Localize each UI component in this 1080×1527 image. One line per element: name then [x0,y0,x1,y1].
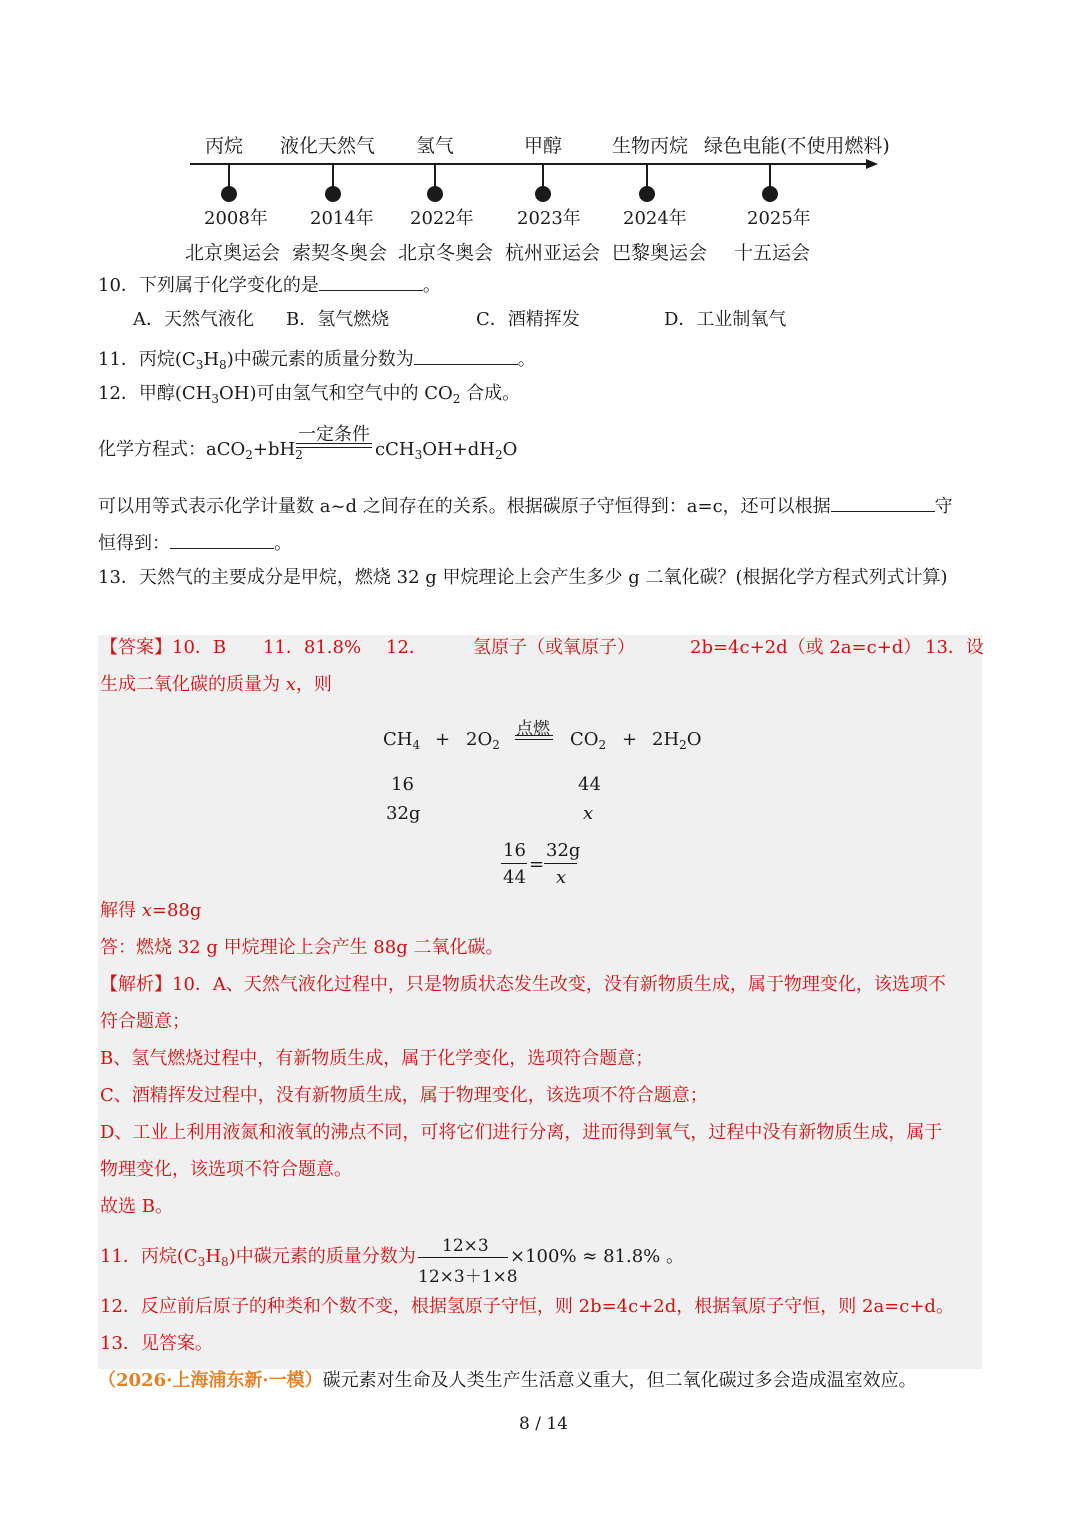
analysis-text: H [205,1246,222,1267]
question-source: （2026·上海浦东新·一模） [98,1370,323,1391]
question-text: 合成。 [460,383,521,404]
timeline-year: 2025年 [747,208,811,229]
equals-bar [515,739,553,740]
analysis-text: 11．丙烷(C [100,1246,198,1267]
answer-11: 11．81.8% [263,637,362,658]
answer-13-label: 13．设 [925,637,984,658]
timeline-event: 杭州亚运会 [505,242,601,264]
punct: 。 [422,275,441,296]
timeline-event: 北京奥运会 [185,242,281,264]
analysis-tag: 【解析】 [100,974,172,995]
timeline-dot [536,187,550,201]
answer-tag: 【答案】 [100,637,172,658]
question-text: OH)可由氢气和空气中的 CO [219,383,453,404]
reaction-condition: 一定条件 [298,424,370,445]
answer-blank [414,348,518,365]
analysis-line-6: 物理变化，该选项不符合题意。 [100,1159,352,1180]
variable: x [285,674,296,695]
timeline-dot [640,187,654,201]
subscript: 2 [494,448,503,462]
fraction-bar [418,1257,508,1258]
question-text: 碳元素对生命及人类生产生活意义重大，但二氧化碳过多会造成温室效应。 [322,1370,917,1391]
answer-12-label: 12． [386,637,427,658]
fraction-bar [501,863,527,864]
question-13: 13．天然气的主要成分是甲烷，燃烧 32 g 甲烷理论上会产生多少 g 二氧化碳？(根据化学方程式列式计算) [98,567,948,588]
answer-line-1 [100,639,226,657]
subscript: 2 [598,738,607,752]
subscript: 3 [197,1255,206,1269]
timeline-fuel: 绿色电能(不使用燃料) [704,135,890,157]
mass-co2: x [583,803,594,824]
equals-bar [515,735,553,736]
equals-bar [296,447,372,448]
equals-bar [296,443,372,444]
timeline-event: 巴黎奥运会 [612,242,708,264]
ch4 [383,731,420,751]
fraction-denominator: 12×3＋1×8 [418,1267,518,1287]
equation-text: 化学方程式：aCO [98,439,246,460]
subscript: 3 [414,448,423,462]
timeline-dot [763,187,777,201]
timeline-axis [185,150,885,205]
timeline-year: 2022年 [410,208,474,229]
question-10 [98,274,441,295]
subscript: 8 [221,1255,229,1269]
question-text: H [203,349,220,370]
timeline-event: 索契冬奥会 [292,242,388,264]
subscript: 2 [679,738,687,752]
subscript: 8 [219,358,227,372]
answer-blank [319,274,423,291]
subscript: 3 [211,392,220,406]
analysis-line-7: 故选 B。 [100,1196,173,1217]
answer-line-2 [100,676,332,694]
timeline-dot [326,187,340,201]
timeline-fuel: 丙烷 [205,135,244,157]
answer-blank [831,495,935,512]
question-text: 11．丙烷(C [98,349,196,370]
timeline-dot [222,187,236,201]
proportion-left-num: 16 [503,840,526,861]
analysis-line-3: B、氢气燃烧过程中，有新物质生成，属于化学变化，选项符合题意； [100,1048,654,1069]
answer-blank [170,532,274,549]
analysis-line-2: 符合题意； [100,1011,190,1032]
subscript: 2 [492,738,500,752]
formula: CO [570,729,599,750]
option-c: C．酒精挥发 [476,309,580,330]
timeline-dot [428,187,442,201]
question-text: 守 [934,496,953,517]
timeline-fuel: 氢气 [416,135,455,157]
formula: CH [383,729,413,750]
proportion-right-num: 32g [546,840,581,861]
question-text: 可以用等式表示化学计量数 a~d 之间存在的关系。根据碳原子守恒得到：a=c，还可以根据 [98,496,831,517]
molar-mass-co2: 44 [578,774,601,795]
analysis-line-10: 13．见答案。 [100,1333,213,1354]
h2o [652,731,702,751]
answer-text: =88g [151,900,202,921]
equation-products [375,441,517,461]
mass-ch4: 32g [386,803,421,824]
punct: 。 [274,533,292,554]
formula: 2H [652,729,680,750]
option-a: A．天然气液化 [133,309,254,330]
o2 [466,731,500,751]
subscript: 2 [452,392,461,406]
analysis-line-5: D、工业上利用液氮和液氧的沸点不同，可将它们进行分离，进而得到氧气，过程中没有新物质生成，属于 [100,1122,943,1143]
solution-line [100,902,201,920]
analysis-line-1 [100,976,946,994]
question-text: 12．甲醇(CH [98,383,212,404]
timeline-event: 北京冬奥会 [398,242,494,264]
option-b: B．氢气燃烧 [286,309,390,330]
answer-12-part1: 氢原子（或氧原子） [473,637,635,658]
proportion-left-den: 44 [503,867,526,888]
equation-text: cCH [375,439,415,460]
arrow-head-icon [866,159,878,169]
question-11 [98,348,536,371]
final-answer: 答：燃烧 32 g 甲烷理论上会产生 88g 二氧化碳。 [100,937,504,958]
plus-sign: + [622,729,638,750]
formula: 2O [466,729,493,750]
question-12-relation [98,495,953,516]
formula: O [686,729,702,750]
question-12 [98,385,520,405]
option-d: D．工业制氧气 [664,309,787,330]
answer-text: 解得 [100,900,142,921]
question-text: 恒得到： [98,533,170,554]
molar-mass-ch4: 16 [391,774,414,795]
timeline-fuel: 生物丙烷 [612,135,689,157]
fraction-numerator: 12×3 [442,1236,489,1256]
answer-12-part2: 2b=4c+2d（或 2a=c+d） [690,637,922,658]
fraction-bar [544,863,577,864]
equation-text: O [502,439,518,460]
proportion-right-den: x [556,867,567,888]
analysis-line-4: C、酒精挥发过程中，没有新物质生成，属于物理变化，该选项不符合题意； [100,1085,708,1106]
next-question [98,1372,917,1390]
answer-text: ，则 [295,674,332,695]
equals-sign: = [529,854,545,875]
equation-text: OH+dH [422,439,495,460]
timeline-fuel: 液化天然气 [280,135,376,157]
subscript: 2 [245,448,253,462]
variable: x [141,900,152,921]
co2 [570,731,606,751]
timeline-year: 2023年 [517,208,581,229]
subscript: 4 [412,738,421,752]
question-text: )中碳元素的质量分数为 [226,349,414,370]
fraction-tail: ×100% ≈ 81.8% 。 [510,1246,684,1267]
chemical-equation [98,441,303,461]
reaction-condition: 点燃 [516,719,550,739]
analysis-line-9: 12．反应前后原子的种类和个数不变，根据氢原子守恒，则 2b=4c+2d，根据氧原子守恒，则 2a=c+d。 [100,1296,954,1317]
subscript: 2 [295,448,303,462]
answer-text: 生成二氧化碳的质量为 [100,674,286,695]
timeline-year: 2008年 [204,208,268,229]
punct: 。 [517,349,536,370]
analysis-line-8 [100,1248,416,1268]
question-12-cont [98,532,292,553]
answer-10: 10．B [172,637,227,658]
subscript: 3 [195,358,204,372]
timeline-year: 2014年 [310,208,374,229]
analysis-text: 10．A、天然气液化过程中，只是物质状态发生改变，没有新物质生成，属于物理变化，该选项不 [172,974,946,995]
timeline-year: 2024年 [623,208,687,229]
page-number: 8 / 14 [519,1414,568,1434]
equation-text: +bH [252,439,296,460]
analysis-text: )中碳元素的质量分数为 [228,1246,416,1267]
timeline-fuel: 甲醇 [524,135,563,157]
question-text: 10．下列属于化学变化的是 [98,275,319,296]
timeline-event: 十五运会 [734,242,811,264]
plus-sign: + [435,729,451,750]
